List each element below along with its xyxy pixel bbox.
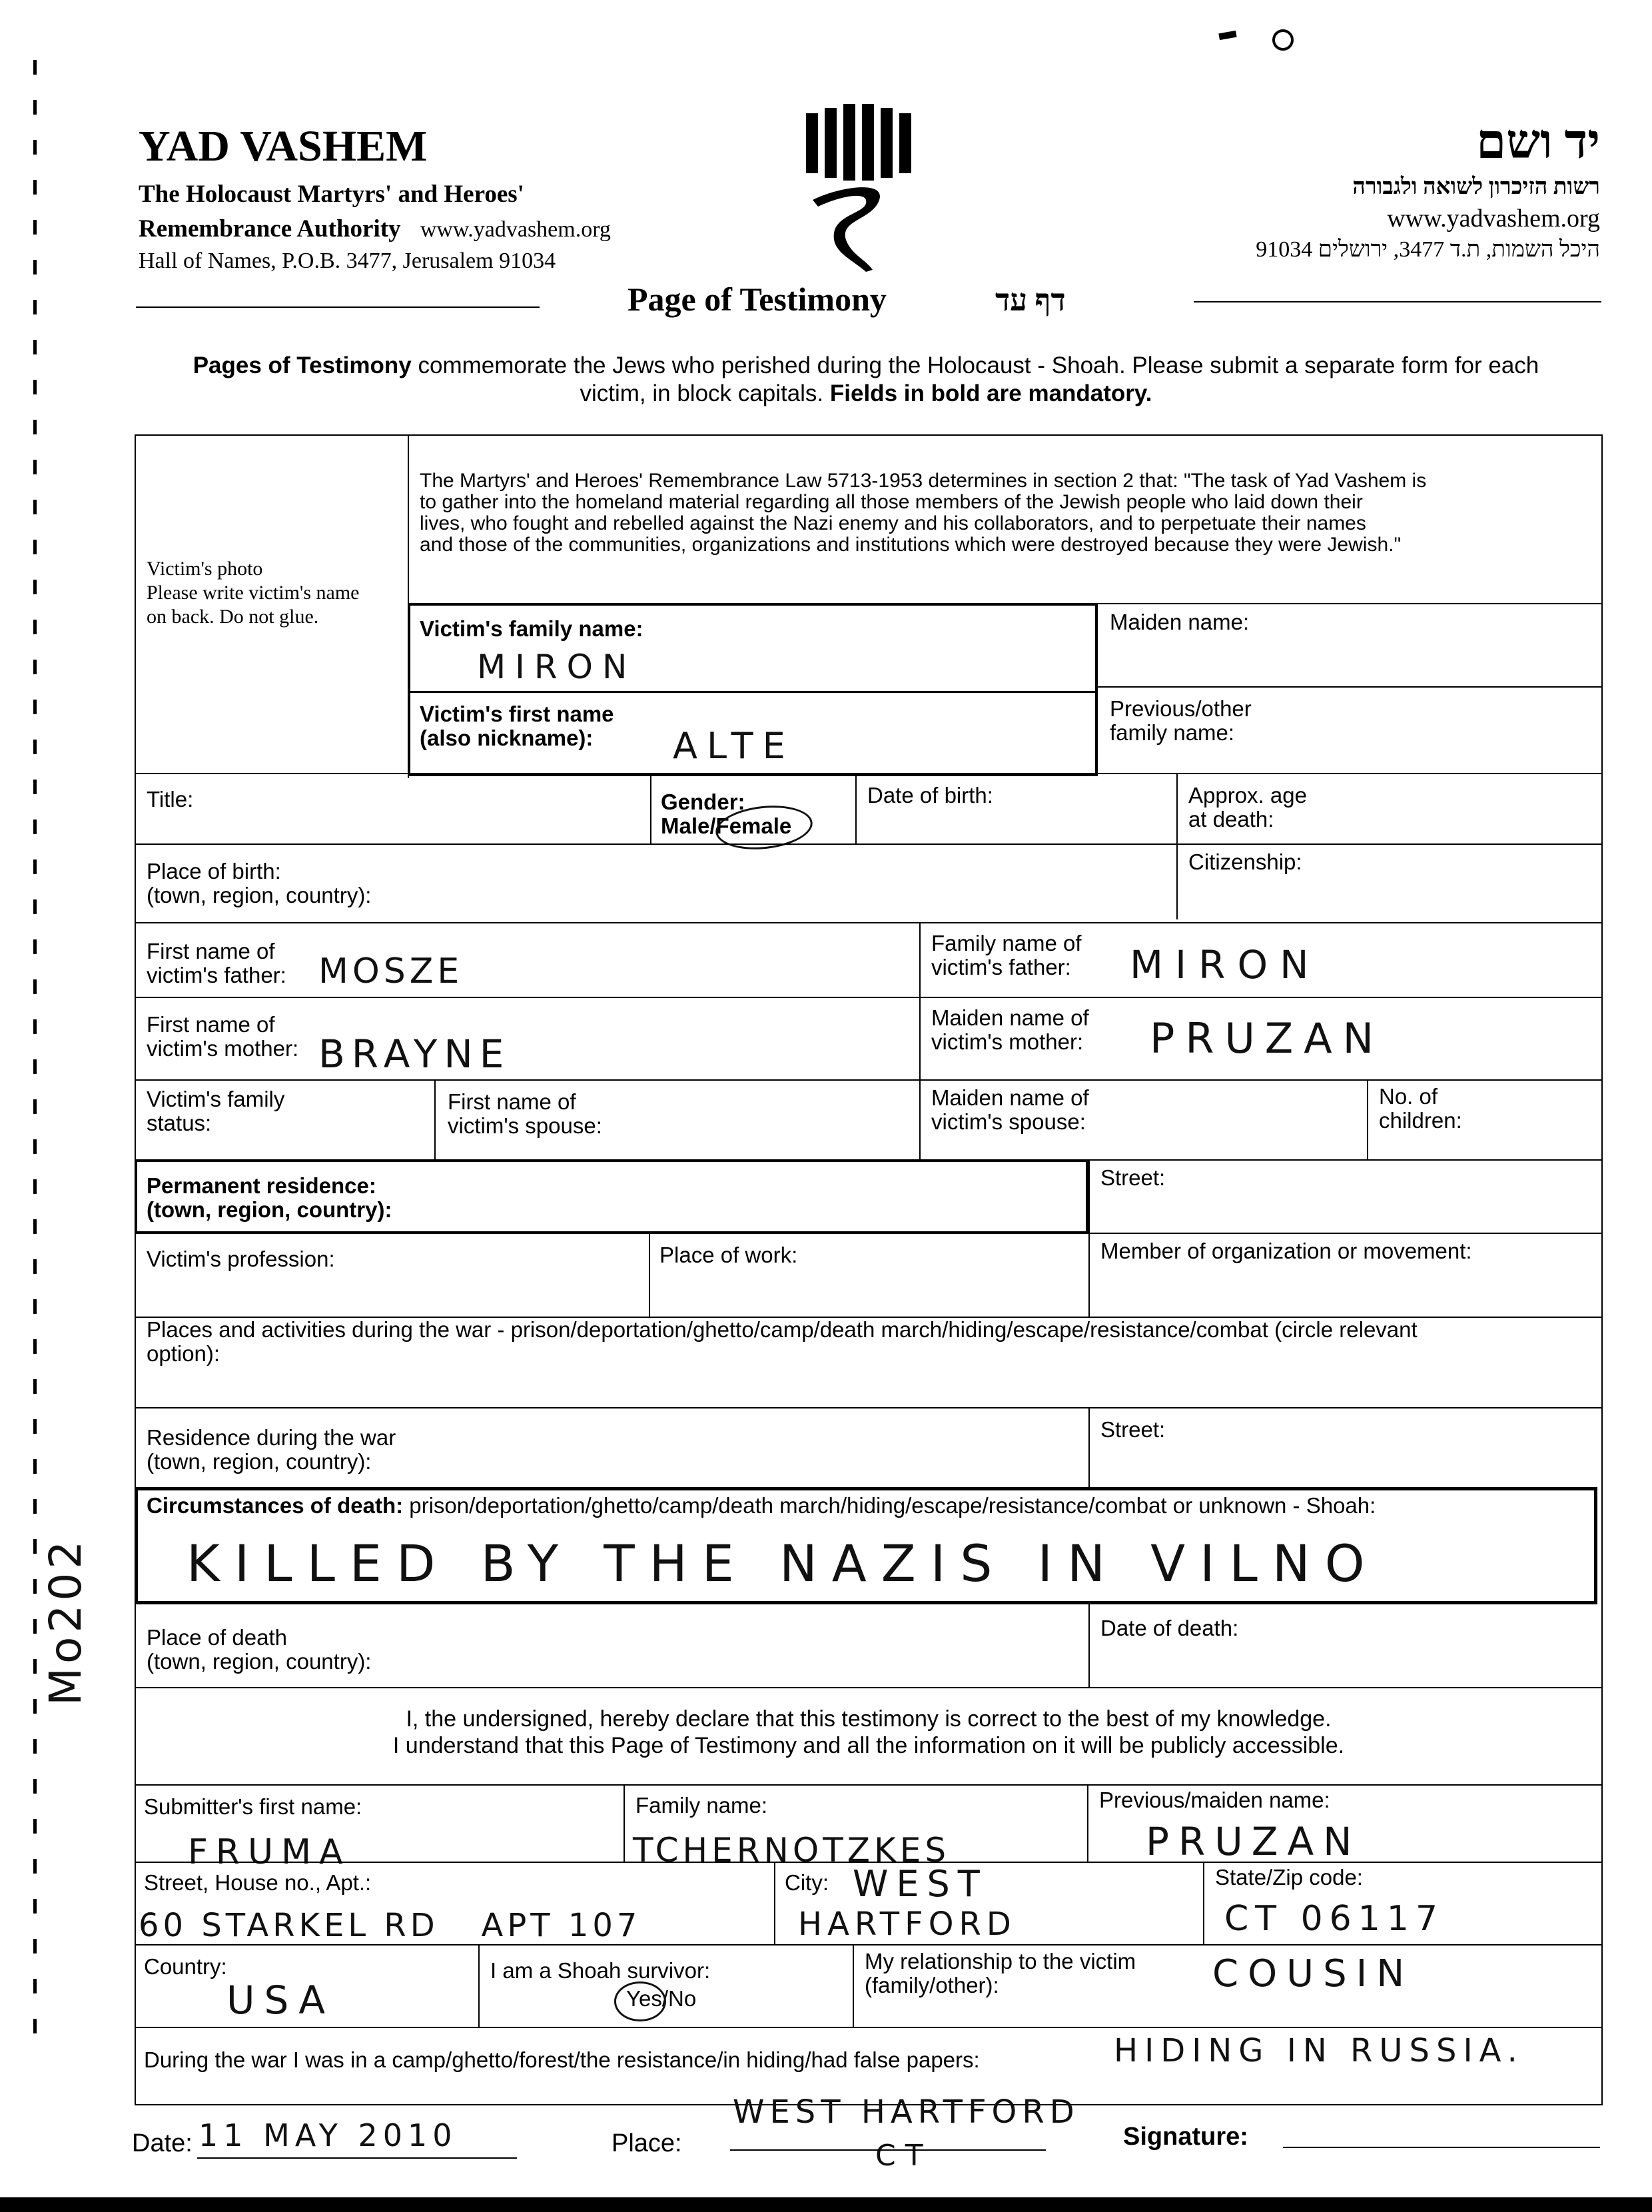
hebrew-org-subtitle: רשות הזיכרון לשואה ולגבורה (1352, 175, 1600, 199)
place-label: Place: (612, 2129, 682, 2157)
intro-bold: Pages of Testimony (193, 352, 412, 378)
col-rule (1176, 773, 1178, 919)
org-address: Hall of Names, P.O.B. 3477, Jerusalem 91034 (139, 249, 556, 273)
row-rule (135, 1407, 1603, 1408)
father-first-name-label-2: victim's father: (147, 963, 286, 987)
approx-age-label-2: at death: (1188, 807, 1274, 831)
victim-family-name-label: Victim's family name: (420, 616, 643, 641)
victim-name-divider (408, 691, 1098, 693)
date-value[interactable]: 11 MAY 2010 (199, 2117, 458, 2153)
profession-label: Victim's profession: (147, 1247, 335, 1271)
col-rule (1087, 1784, 1088, 1862)
shoah-survivor-options[interactable]: Yes/No (626, 1986, 697, 2011)
law-text-line: to gather into the homeland material regarding all those members of the Jewish people who laid down their (420, 491, 1363, 513)
maiden-divider (1098, 686, 1603, 688)
place-value-line1[interactable]: WEST HARTFORD (733, 2093, 1080, 2131)
circumstances-label-rest: prison/deportation/ghetto/camp/death march/hiding/escape/resistance/combat or unknown - Shoah: (403, 1493, 1376, 1518)
permanent-residence-label-1: Permanent residence: (147, 1173, 376, 1198)
maiden-name-label: Maiden name: (1110, 610, 1250, 634)
declaration-line-1: I, the undersigned, hereby declare that this testimony is correct to the best of my knowledge. (406, 1706, 1332, 1732)
state-zip-label: State/Zip code: (1215, 1865, 1363, 1890)
date-of-birth-label: Date of birth: (867, 783, 993, 808)
col-rule (623, 1784, 625, 1862)
col-rule (649, 1234, 650, 1317)
mother-first-name-label-1: First name of (147, 1012, 275, 1037)
country-label: Country: (144, 1954, 227, 1979)
row-rule (135, 1944, 1603, 1945)
relationship-label-2: (family/other): (865, 1973, 999, 1997)
header-rule-left (136, 306, 540, 308)
photo-label-2: Please write victim's name (147, 582, 360, 604)
col-rule (650, 773, 651, 845)
approx-age-label-1: Approx. age (1188, 783, 1307, 808)
permanent-residence-label (147, 1174, 392, 1222)
children-label-2: children: (1379, 1108, 1462, 1133)
place-of-death-label (147, 1626, 371, 1674)
father-family-name-label (931, 931, 1082, 979)
father-first-name-label (147, 939, 286, 987)
scan-bottom-edge (0, 2197, 1652, 2212)
row-rule (1088, 1159, 1603, 1161)
spouse-maiden-name-label-2: victim's spouse: (931, 1109, 1086, 1134)
law-text-line: The Martyrs' and Heroes' Remembrance Law 5713-1953 determines in section 2 that: "The task of Yad Vashem is (420, 470, 1427, 492)
residence-during-war-label-2: (town, region, country): (147, 1449, 372, 1474)
country-value[interactable]: USA (226, 1977, 335, 2023)
row-rule (135, 2027, 1603, 2028)
relationship-label-1: My relationship to the victim (865, 1949, 1136, 1973)
place-of-death-label-2: (town, region, country): (147, 1649, 372, 1674)
place-value-line2[interactable]: CT (875, 2139, 933, 2173)
org-subtitle-2: Remembrance Authority (139, 215, 401, 243)
previous-family-name-label-1: Previous/other (1110, 696, 1252, 721)
street-house-label: Street, House no., Apt.: (144, 1870, 372, 1895)
father-family-name-label-2: victim's father: (931, 955, 1071, 979)
col-rule (919, 922, 921, 1159)
place-of-birth-label-2: (town, region, country): (147, 883, 372, 907)
col-rule (1088, 1159, 1090, 1317)
victim-family-name-value[interactable]: MIRON (477, 648, 637, 686)
intro-text (127, 352, 1605, 408)
family-status-label-1: Victim's family (147, 1087, 285, 1111)
circumstances-value[interactable]: KILLED BY THE NAZIS IN VILNO (187, 1534, 1380, 1593)
places-during-war-label-2: option): (147, 1341, 220, 1366)
mother-maiden-name-label-2: victim's mother: (931, 1029, 1084, 1054)
place-of-birth-label (147, 859, 371, 907)
place-of-work-label: Place of work: (659, 1243, 798, 1267)
approx-age-label (1188, 784, 1307, 831)
shoah-survivor-label: I am a Shoah survivor: (490, 1958, 711, 1983)
father-family-name-label-1: Family name of (931, 931, 1082, 955)
residence-during-war-label-1: Residence during the war (147, 1425, 396, 1450)
declaration (135, 1706, 1603, 1759)
submitter-family-name-label: Family name: (635, 1793, 768, 1818)
intro-rest: commemorate the Jews who perished during the Holocaust - Shoah. Please submit a separate form for each (411, 352, 1539, 378)
intro-line2-bold: Fields in bold are mandatory. (829, 380, 1152, 406)
org-subtitle-1: The Holocaust Martyrs' and Heroes' (139, 181, 524, 208)
city-value-line1[interactable]: WEST (853, 1863, 988, 1905)
street-1-label: Street: (1100, 1165, 1166, 1190)
relationship-value[interactable]: COUSIN (1212, 1952, 1414, 1995)
col-rule (1203, 1862, 1204, 1944)
gender-options[interactable]: Male/Female (661, 814, 792, 838)
street-house-value[interactable]: 60 STARKEL RD APT 107 (139, 1907, 641, 1944)
city-value-line2[interactable]: HARTFORD (798, 1906, 1017, 1943)
permanent-residence-label-2: (town, region, country): (147, 1197, 392, 1222)
spouse-first-name-label-2: victim's spouse: (448, 1113, 602, 1138)
row-rule (135, 843, 1603, 845)
website-left: www.yadvashem.org (420, 217, 611, 242)
submitter-maiden-name-label: Previous/maiden name: (1099, 1788, 1330, 1812)
maiden-top-rule (1098, 603, 1603, 604)
previous-family-name-label (1110, 697, 1252, 745)
date-underline (197, 2157, 517, 2159)
margin-note: Mo202 (40, 1536, 91, 1706)
father-first-name-label-1: First name of (147, 939, 275, 963)
org-subtitle-2-row (139, 215, 611, 243)
scan-mark-circle (1272, 29, 1294, 51)
signature-label: Signature: (1123, 2123, 1248, 2151)
date-label: Date: (132, 2129, 193, 2157)
signature-line[interactable] (1283, 2147, 1600, 2148)
victim-first-name-value[interactable]: ALTE (673, 725, 795, 767)
father-family-name-value[interactable]: MIRON (1130, 942, 1321, 987)
declaration-line-2: I understand that this Page of Testimony and all the information on it will be publicly accessible. (392, 1733, 1345, 1758)
photo-label-1: Victim's photo (147, 558, 263, 580)
submitter-maiden-name-value[interactable]: PRUZAN (1146, 1819, 1362, 1864)
relationship-label (865, 1949, 1136, 1997)
mother-first-name-label-2: victim's mother: (147, 1036, 299, 1061)
website-right: www.yadvashem.org (1387, 205, 1600, 233)
submitter-first-name-label: Submitter's first name: (144, 1794, 362, 1819)
spouse-maiden-name-label-1: Maiden name of (931, 1085, 1089, 1110)
family-status-label-2: status: (147, 1111, 212, 1135)
form-title-hebrew: דף עד (995, 283, 1066, 317)
victim-first-name-label (420, 702, 614, 750)
mother-maiden-name-label (931, 1006, 1089, 1054)
children-label-1: No. of (1379, 1084, 1438, 1109)
col-rule (1088, 1604, 1090, 1687)
hebrew-address: היכל השמות, ת.ד 3477, ירושלים 91034 (1256, 237, 1600, 262)
law-text-line: lives, who fought and rebelled against the Nazi enemy and his collaborators, and to perpetuate their names (420, 512, 1366, 534)
intro-line2: victim, in block capitals. (580, 380, 830, 406)
law-text-line: and those of the communities, organizations and institutions which were destroyed because they were Jewish." (420, 534, 1402, 556)
victim-first-name-label-1: Victim's first name (420, 702, 614, 726)
mother-first-name-value[interactable]: BRAYNE (318, 1031, 511, 1077)
date-of-death-label: Date of death: (1100, 1616, 1239, 1640)
law-text (420, 470, 1426, 556)
row-rule (135, 997, 1603, 998)
shoah-yes-circle (614, 1981, 666, 2021)
during-war-value[interactable]: HIDING IN RUSSIA. (1114, 2032, 1524, 2069)
mother-first-name-label (147, 1013, 298, 1061)
title-label: Title: (147, 787, 194, 812)
photo-label-3: on back. Do not glue. (147, 606, 319, 628)
children-label (1379, 1085, 1462, 1133)
mother-maiden-name-label-1: Maiden name of (931, 1005, 1089, 1030)
residence-during-war-label (147, 1426, 396, 1474)
col-rule (1088, 1407, 1090, 1488)
mother-maiden-name-value[interactable]: PRUZAN (1150, 1014, 1385, 1063)
family-status-label (147, 1087, 284, 1135)
victim-first-name-label-2: (also nickname): (420, 726, 594, 750)
circumstances-label-bold: Circumstances of death: (147, 1493, 404, 1518)
gender-label: Gender: (661, 790, 745, 814)
col-rule (855, 773, 857, 845)
father-first-name-value[interactable]: MOSZE (318, 951, 464, 991)
org-name: YAD VASHEM (139, 122, 428, 171)
submitter-family-name-value[interactable]: TCHERNOTZKES (633, 1831, 951, 1870)
header-rule-right (1194, 301, 1601, 302)
place-of-birth-label-1: Place of birth: (147, 859, 281, 883)
city-label: City: (785, 1870, 829, 1895)
menorah-logo-icon (799, 100, 926, 273)
col-rule (774, 1862, 775, 1944)
hebrew-org-name: יד ושם (1476, 115, 1600, 169)
during-war-label: During the war I was in a camp/ghetto/forest/the resistance/in hiding/had false papers: (144, 2047, 980, 2072)
spouse-first-name-label-1: First name of (448, 1089, 576, 1114)
state-zip-value[interactable]: CT 06117 (1224, 1899, 1445, 1939)
submitter-first-name-value[interactable]: FRUMA (188, 1832, 351, 1872)
organization-label: Member of organization or movement: (1100, 1239, 1472, 1263)
street-2-label: Street: (1100, 1417, 1166, 1442)
circumstances-label (147, 1494, 1376, 1518)
places-during-war-label-1: Places and activities during the war - prison/deportation/ghetto/camp/death march/hiding/escape/resistance/combat (circle relevant (147, 1317, 1418, 1342)
spouse-maiden-name-label (931, 1086, 1089, 1134)
row-rule (135, 1687, 1603, 1688)
spouse-first-name-label (448, 1090, 602, 1138)
place-of-death-label-1: Place of death (147, 1625, 287, 1650)
row-rule (135, 1784, 1603, 1786)
row-rule (135, 922, 1603, 923)
col-rule (478, 1944, 480, 2027)
col-rule (434, 1079, 436, 1159)
photo-box-label (147, 557, 359, 629)
col-rule (853, 1944, 854, 2027)
row-rule (1088, 1233, 1603, 1234)
place-underline (730, 2149, 1046, 2151)
row-rule (135, 773, 1603, 774)
citizenship-label: Citizenship: (1188, 849, 1302, 874)
col-rule (1367, 1079, 1368, 1159)
places-during-war-label (147, 1318, 1592, 1366)
previous-family-name-label-2: family name: (1110, 720, 1235, 745)
form-title: Page of Testimony (627, 280, 887, 318)
scan-mark (1218, 31, 1236, 40)
row-rule (135, 1079, 1603, 1081)
